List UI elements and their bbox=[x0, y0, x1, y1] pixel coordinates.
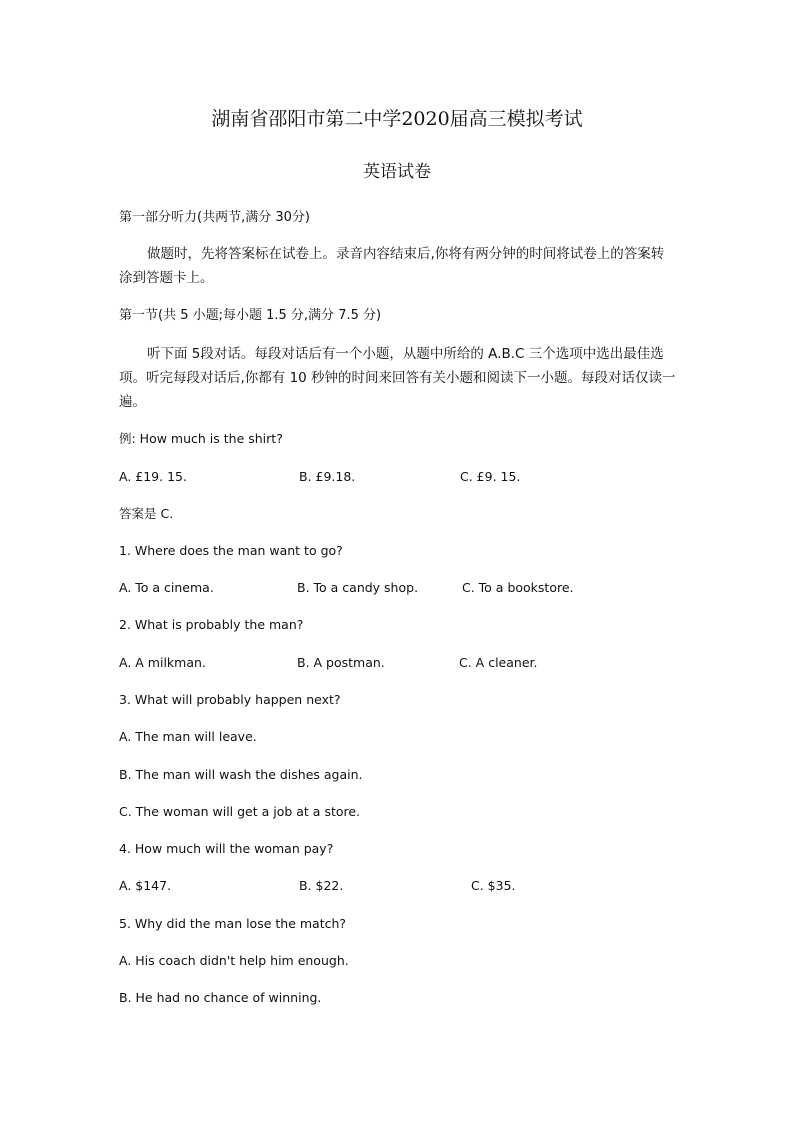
question-3: 3. What will probably happen next? bbox=[119, 692, 341, 707]
question-2-option-c: C. A cleaner. bbox=[459, 655, 538, 670]
question-2: 2. What is probably the man? bbox=[119, 617, 304, 632]
question-5-option-b: B. He had no chance of winning. bbox=[119, 990, 322, 1005]
part1-heading: 第一部分听力(共两节,满分 30分) bbox=[119, 210, 310, 225]
question-3-option-b: B. The man will wash the dishes again. bbox=[119, 767, 363, 782]
question-2-option-a: A. A milkman. bbox=[119, 655, 206, 670]
question-4-option-c: C. $35. bbox=[471, 878, 516, 893]
question-3-option-c: C. The woman will get a job at a store. bbox=[119, 804, 361, 819]
example-option-c: C. £9. 15. bbox=[460, 469, 521, 484]
question-1: 1. Where does the man want to go? bbox=[119, 543, 343, 558]
example-option-b: B. £9.18. bbox=[299, 469, 356, 484]
example-answer: 答案是 C. bbox=[119, 506, 174, 521]
section1-heading: 第一节(共 5 小题;每小题 1.5 分,满分 7.5 分) bbox=[119, 308, 382, 323]
example-question: 例: How much is the shirt? bbox=[119, 431, 283, 446]
document-title: 湖南省邵阳市第二中学2020届高三模拟考试 bbox=[211, 108, 583, 130]
question-4-option-a: A. $147. bbox=[119, 878, 172, 893]
question-2-option-b: B. A postman. bbox=[297, 655, 385, 670]
question-4-option-b: B. $22. bbox=[299, 878, 344, 893]
example-option-a: A. £19. 15. bbox=[119, 469, 187, 484]
part1-instruction: 做题时，先将答案标在试卷上。录音内容结束后,你将有两分钟的时间将试卷上的答案转涂到答题卡上。 bbox=[119, 246, 665, 286]
document-subtitle: 英语试卷 bbox=[363, 162, 431, 182]
question-4: 4. How much will the woman pay? bbox=[119, 841, 334, 856]
question-3-option-a: A. The man will leave. bbox=[119, 729, 257, 744]
question-1-option-b: B. To a candy shop. bbox=[297, 580, 419, 595]
question-5-option-a: A. His coach didn't help him enough. bbox=[119, 953, 349, 968]
question-1-option-c: C. To a bookstore. bbox=[462, 580, 574, 595]
question-1-option-a: A. To a cinema. bbox=[119, 580, 214, 595]
section1-instruction: 听下面 5段对话。每段对话后有一个小题，从题中所给的 A.B.C 三个选项中选出最佳选项。听完每段对话后,你都有 10 秒钟的时间来回答有关小题和阅读下一小题。每段对话仅读一遍。 bbox=[119, 346, 676, 410]
question-5: 5. Why did the man lose the match? bbox=[119, 916, 347, 931]
